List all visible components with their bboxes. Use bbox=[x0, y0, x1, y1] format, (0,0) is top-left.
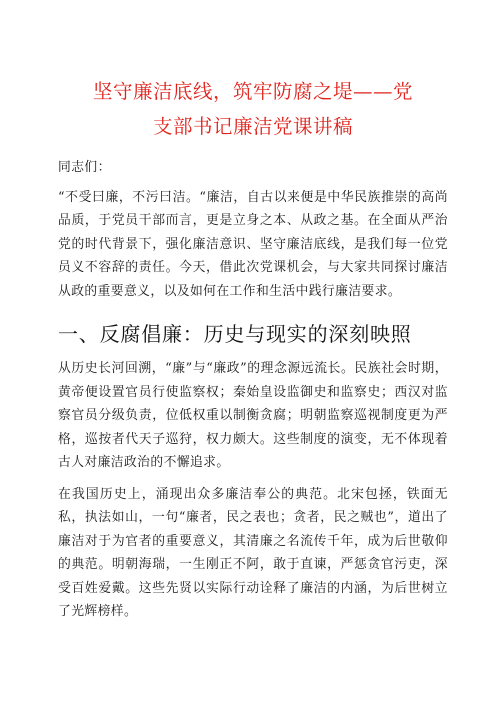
title-line-2: 支部书记廉洁党课讲稿 bbox=[152, 115, 353, 138]
title-line-1: 坚守廉洁底线，筑牢防腐之堤——党 bbox=[92, 80, 413, 103]
intro-paragraph: “不受曰廉，不污曰洁。“廉洁，自古以来便是中华民族推崇的高尚品质，于党员干部而言，更是立身之本、从政之基。在全面从严治党的时代背景下，强化廉洁意识、坚守廉洁底线，是我们每一位党员义不容辞的责任。今天，借此次党课机会，与大家共同探讨廉洁从政的重要意义，以及如何在工作和生活中践行廉洁要求。 bbox=[58, 189, 448, 299]
section-paragraph-history: 从历史长河回溯，“廉”与“廉政”的理念源远流长。民族社会时期，黄帝便设置官员行使监察权；秦始皇设监御史和监察史；西汉对监察官员分级负责，位低权重以制衡贪腐；明朝监察巡视制度更为严格，巡按者代天子巡狩，权力颇大。这些制度的演变，无不体现着古人对廉洁政治的不懈追求。 bbox=[58, 361, 448, 470]
section-paragraph-examples: 在我国历史上，涌现出众多廉洁奉公的典范。北宋包拯，铁面无私，执法如山，一句“廉者，民之表也；贪者，民之贼也”，道出了廉洁对于为官者的重要意义，其清廉之名流传千年，成为后世敬仰的典范。明朝海瑞，一生刚正不阿，敢于直谏，严惩贪官污吏，深受百姓爱戴。这些先贤以实际行动诠释了廉洁的内涵，为后世树立了光辉榜样。 bbox=[58, 486, 448, 619]
salutation: 同志们： bbox=[58, 160, 111, 175]
section-heading: 一、反腐倡廉：历史与现实的深刻映照 bbox=[58, 322, 412, 346]
document-title bbox=[58, 74, 448, 144]
